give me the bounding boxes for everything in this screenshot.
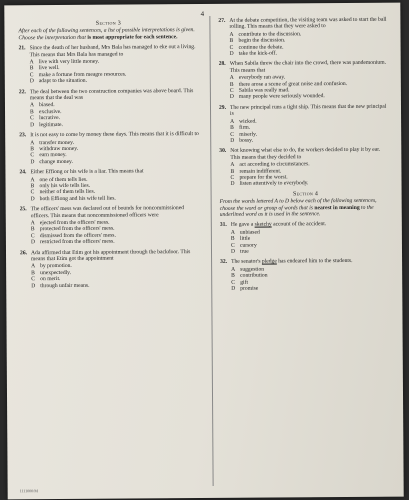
option-text: live with very little money. — [38, 58, 100, 66]
question-number: 28. — [218, 61, 226, 68]
option-letter: C — [230, 242, 235, 249]
exam-page — [4, 3, 403, 500]
option-text: Sabila was really mad. — [238, 87, 290, 94]
option-letter: D — [31, 282, 36, 289]
option-letter: D — [230, 181, 235, 188]
option-letter: C — [30, 152, 35, 159]
question-text — [231, 258, 392, 266]
section-3-instructions — [18, 27, 198, 41]
option-text: little — [239, 235, 251, 242]
question-body — [31, 249, 200, 290]
option-letter: A — [230, 118, 235, 125]
question-number: 24. — [19, 169, 27, 176]
option-letter: C — [230, 174, 235, 181]
option-text: unexpectedly. — [40, 269, 72, 276]
right-column — [218, 17, 392, 297]
question-text-pre: The senator's — [231, 259, 261, 266]
option-letter: C — [231, 279, 235, 286]
option-letter: D — [231, 285, 236, 292]
question-number: 21. — [18, 45, 26, 52]
question-text: The deal between the two construction companies was above board. This means that the deal was — [29, 87, 194, 102]
question-item — [20, 205, 200, 246]
option-letter: B — [229, 81, 234, 88]
question-text: It is not easy to come by money these days. This means that it is difficult to — [30, 131, 199, 139]
option-letter: C — [229, 44, 234, 51]
option-letter: A — [31, 263, 36, 270]
option-text: protected from the officers' mess. — [39, 225, 115, 233]
answer-option — [30, 121, 199, 129]
option-text: miserly. — [239, 131, 258, 138]
question-number: 23. — [19, 132, 27, 139]
option-letter: D — [30, 195, 35, 202]
question-text-pre: He gave a — [230, 222, 254, 229]
question-body — [230, 147, 391, 188]
option-text: transfer money. — [39, 139, 75, 146]
option-text: gift — [240, 279, 249, 286]
option-text: dismissed from the officers' mess. — [39, 232, 116, 239]
option-letter: C — [30, 232, 35, 239]
question-item — [219, 147, 391, 188]
option-text: continue the debate. — [238, 44, 284, 51]
option-text: both Effiong and his wife tell lies. — [39, 195, 116, 202]
option-text: cursory — [239, 242, 257, 249]
option-text: make a fortune from meagre resources. — [38, 71, 127, 78]
question-item — [19, 88, 199, 129]
question-item — [218, 17, 390, 58]
section-3-instructions-bold: is most appropriate for each sentence. — [87, 33, 178, 41]
question-body — [30, 44, 199, 85]
section-4-instructions — [220, 198, 392, 218]
question-item — [220, 258, 392, 292]
question-body — [231, 221, 392, 255]
answer-option — [230, 50, 391, 58]
option-text: bossy. — [239, 137, 254, 144]
option-text: take the kick-off. — [238, 50, 277, 57]
question-number: 27. — [218, 17, 226, 24]
question-item — [19, 44, 199, 85]
column-divider — [209, 16, 213, 486]
left-question-list — [19, 44, 201, 289]
option-letter: A — [229, 75, 234, 82]
option-text: listen attentively to everybody. — [239, 180, 309, 188]
question-number: 22. — [18, 88, 26, 95]
option-letter: C — [29, 72, 34, 79]
section-4-title: Section 4 — [292, 190, 319, 198]
option-letter: B — [229, 38, 234, 45]
option-text: ejected from the officers' mess. — [39, 219, 110, 227]
section-4-instructions-a: From the words lettered A to D below each of the following sentences, choose the word or group of words that is — [219, 197, 377, 212]
option-text: many people were seriously wounded. — [238, 93, 325, 101]
option-text: adapt to the situation. — [38, 78, 88, 85]
option-letter: B — [30, 183, 35, 190]
option-text: everybody ran away. — [238, 74, 286, 82]
option-letter: A — [230, 161, 235, 168]
question-number: 31. — [219, 222, 227, 229]
question-body — [30, 168, 199, 202]
option-text: restricted from the officers' mess. — [39, 238, 115, 246]
option-text: remain indifferent. — [239, 167, 282, 175]
option-text: on merit. — [40, 276, 61, 283]
question-text-post: account of the accident. — [273, 221, 327, 228]
option-text: prepare for the worst. — [239, 174, 288, 181]
option-text: firm. — [239, 124, 251, 131]
option-letter: A — [30, 176, 35, 183]
answer-option — [231, 180, 392, 188]
question-number: 26. — [19, 249, 28, 256]
option-text: there arose a scene of great noise and confusion. — [238, 80, 348, 88]
answer-option — [30, 158, 199, 166]
option-text: contribute to the discussion. — [238, 31, 302, 38]
question-text: Since the death of her husband, Mrs Bala has managed to eke out a living. This means that Mrs Bala has managed to — [29, 44, 196, 58]
option-text: lucrative. — [39, 115, 61, 122]
question-text: Either Effiong or his wife is a liar. This means that — [30, 168, 144, 176]
question-text — [231, 221, 392, 229]
option-letter: B — [231, 273, 235, 280]
option-letter: A — [231, 266, 236, 273]
option-letter: B — [230, 124, 234, 131]
answer-option — [231, 248, 392, 256]
question-body — [30, 88, 199, 129]
option-letter: C — [230, 131, 234, 138]
question-body — [229, 17, 390, 58]
option-letter: C — [229, 87, 234, 94]
option-text: live well. — [38, 65, 60, 72]
section-4-instructions-b: to the underlined word as it is used in the sentence. — [219, 204, 374, 218]
answer-option — [30, 77, 199, 85]
question-text: The new principal runs a tight ship. This means that the new principal is — [229, 103, 387, 118]
option-letter: D — [30, 239, 36, 246]
option-text: earn money. — [39, 152, 67, 159]
section-3-title: Section 3 — [95, 20, 122, 27]
question-text-post: has endeared him to the students. — [278, 258, 353, 265]
answer-option — [31, 282, 200, 290]
question-number: 32. — [220, 259, 228, 266]
option-letter: B — [230, 235, 235, 242]
question-underlined-word: pledge — [261, 258, 277, 266]
option-letter: B — [29, 65, 34, 72]
option-text: suggestion — [240, 266, 265, 273]
option-letter: A — [230, 229, 235, 236]
option-letter: B — [230, 168, 235, 175]
answer-option — [230, 93, 391, 101]
footer-code: 1111000/M — [19, 488, 38, 494]
option-text: act according to circumstances. — [239, 161, 310, 168]
question-body — [231, 258, 392, 292]
option-letter: B — [30, 226, 35, 233]
option-text: exclusive. — [39, 108, 62, 116]
option-text: neither of them tells lies. — [39, 189, 96, 196]
option-letter: A — [229, 31, 234, 38]
question-item — [20, 249, 200, 290]
section-4-instructions-bold: nearest in meaning — [314, 204, 360, 211]
question-number: 30. — [219, 148, 227, 155]
option-letter: C — [30, 115, 34, 122]
option-text: promise — [240, 285, 259, 292]
option-letter: D — [229, 94, 234, 101]
option-text: withdraw money. — [39, 145, 79, 153]
option-letter: A — [29, 102, 35, 109]
question-text: At the debate competition, the visiting team was asked to start the ball rolling. This means that they were asked to — [229, 16, 387, 31]
question-body — [30, 131, 199, 165]
question-body — [31, 205, 200, 246]
option-text: contribution — [240, 272, 268, 279]
question-body — [230, 60, 391, 101]
question-text: Not knowing what else to do, the workers decided to play it by ear. This means that they decided to — [230, 147, 381, 161]
section-3-instructions-text: After each of the following sentences, a list of possible interpretations is given. Choose the interpretation that — [18, 27, 195, 42]
option-letter: D — [30, 121, 35, 128]
option-text: by promotion. — [40, 263, 72, 270]
section-4-question-list — [220, 221, 392, 292]
answer-option — [31, 238, 200, 246]
option-text: wicked. — [239, 118, 257, 125]
question-underlined-word: sketchy — [254, 221, 272, 229]
option-letter: A — [30, 220, 35, 227]
option-letter: B — [31, 269, 35, 277]
option-letter: D — [30, 158, 35, 165]
option-letter: C — [31, 276, 35, 283]
option-text: only his wife tells lies. — [39, 182, 91, 190]
option-text: unbiased — [239, 229, 260, 236]
question-text: When Sabila threw the chair into the crowd, there was pandemonium. This means that — [229, 60, 386, 74]
question-item — [219, 104, 391, 145]
option-text: through unfair means. — [40, 282, 90, 289]
question-item — [19, 131, 199, 165]
question-number: 29. — [218, 104, 227, 111]
option-text: one of them tells lies. — [39, 176, 88, 183]
left-column — [18, 18, 200, 293]
question-text: The officers' mess was declared out of bounds for noncommissioned officers. This means that noncommissioned officers were — [30, 205, 185, 219]
option-letter: A — [29, 59, 34, 66]
option-text: change money. — [39, 158, 73, 165]
answer-option — [231, 285, 392, 293]
question-number: 25. — [19, 206, 27, 213]
question-item — [220, 221, 392, 255]
question-body — [230, 104, 391, 145]
option-text: biased. — [38, 102, 55, 109]
option-text: true — [239, 248, 249, 255]
option-letter: A — [30, 139, 35, 146]
option-letter: B — [30, 146, 35, 153]
question-text: Ada affirmed that Etim got his appointment through the backdoor. This means that Etim got the appointment — [30, 248, 191, 263]
option-letter: C — [30, 189, 35, 196]
option-letter: B — [30, 109, 34, 116]
option-letter: D — [230, 137, 235, 144]
option-text: begin the discussion. — [238, 37, 286, 44]
question-item — [219, 60, 391, 101]
right-question-list — [218, 17, 391, 188]
option-text: legitimate. — [39, 121, 63, 128]
page-number: 4 — [200, 9, 205, 19]
option-letter: D — [229, 50, 234, 57]
option-letter: D — [29, 78, 34, 85]
option-letter: D — [230, 248, 236, 255]
answer-option — [31, 195, 200, 203]
answer-option — [230, 137, 391, 145]
question-item — [19, 168, 199, 202]
